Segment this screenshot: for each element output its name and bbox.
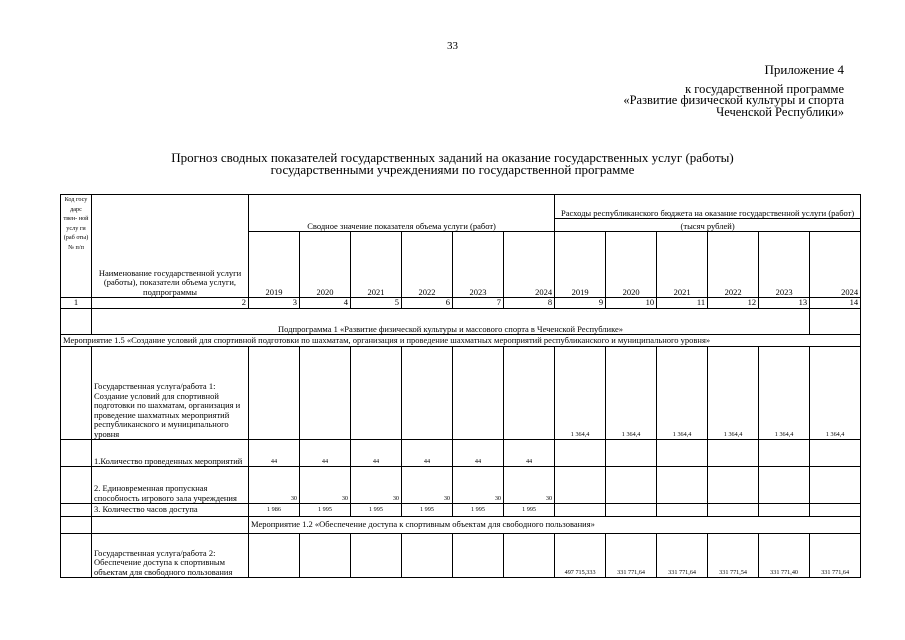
header-year: 2019 (249, 232, 300, 298)
empty-cell (61, 347, 92, 440)
col-number: 5 (351, 298, 402, 309)
empty-cell (402, 534, 453, 578)
empty-cell (759, 440, 810, 467)
expense-value: 497 715,333 (555, 534, 606, 578)
empty-cell (351, 347, 402, 440)
appendix-line: «Развитие физической культуры и спорта (623, 93, 844, 107)
empty-cell (504, 347, 555, 440)
col-number: 10 (606, 298, 657, 309)
empty-cell (61, 504, 92, 517)
empty-cell (708, 440, 759, 467)
header-expense-unit: (тысяч рублей) (555, 219, 861, 232)
indicator-value: 44 (453, 440, 504, 467)
header-year: 2024 (810, 232, 861, 298)
page-number: 33 (447, 40, 458, 52)
expense-value: 331 771,64 (606, 534, 657, 578)
header-expense-group: Расходы республиканского бюджета на оказание государственной услуги (работ) (555, 195, 861, 219)
header-volume-group: Сводное значение показателя объема услуги (работ) (249, 195, 555, 232)
expense-value: 331 771,54 (708, 534, 759, 578)
measure-title: Мероприятие 1.5 «Создание условий для спортивной подготовки по шахматам, организация и проведение шахматных мероприятий республиканского и муниципального уровня» (61, 335, 861, 347)
header-year: 2020 (606, 232, 657, 298)
header-code: Код госу дарс твен- ной услу ги (раб оты) № п/п (61, 195, 92, 298)
empty-cell (351, 534, 402, 578)
document-title-line: Прогноз сводных показателей государственных заданий на оказание государственных услуг (работы) (171, 150, 734, 165)
empty-cell (61, 517, 92, 534)
indicator-value: 44 (300, 440, 351, 467)
appendix-heading: Приложение 4 (764, 62, 844, 77)
empty-cell (708, 504, 759, 517)
col-number: 13 (759, 298, 810, 309)
empty-cell (606, 504, 657, 517)
empty-cell (453, 534, 504, 578)
header-year: 2022 (402, 232, 453, 298)
expense-value: 1 364,4 (708, 347, 759, 440)
header-year: 2019 (555, 232, 606, 298)
col-number: 6 (402, 298, 453, 309)
empty-cell (61, 534, 92, 578)
col-number: 2 (92, 298, 249, 309)
expense-value: 331 771,64 (810, 534, 861, 578)
expense-value: 1 364,4 (606, 347, 657, 440)
empty-cell (61, 467, 92, 504)
indicator-value: 44 (249, 440, 300, 467)
col-number: 12 (708, 298, 759, 309)
indicator-value: 1 995 (300, 504, 351, 517)
empty-cell (555, 504, 606, 517)
indicator-value: 44 (402, 440, 453, 467)
empty-cell (61, 309, 92, 335)
empty-cell (92, 517, 249, 534)
header-year: 2022 (708, 232, 759, 298)
indicator-value: 30 (402, 467, 453, 504)
document-title (0, 152, 905, 176)
empty-cell (300, 534, 351, 578)
expense-value: 1 364,4 (810, 347, 861, 440)
indicator-name: 2. Единовременная пропускная способность игрового зала учреждения (92, 467, 249, 504)
empty-cell (504, 534, 555, 578)
header-year: 2024 (504, 232, 555, 298)
empty-cell (810, 467, 861, 504)
header-year: 2023 (453, 232, 504, 298)
indicator-value: 30 (504, 467, 555, 504)
indicator-value: 44 (504, 440, 555, 467)
indicator-value: 1 986 (249, 504, 300, 517)
empty-cell (759, 504, 810, 517)
header-year: 2021 (351, 232, 402, 298)
document-title-line: государственными учреждениями по государственной программе (270, 162, 635, 177)
empty-cell (300, 347, 351, 440)
empty-cell (606, 467, 657, 504)
col-number: 1 (61, 298, 92, 309)
measure-title: Мероприятие 1.2 «Обеспечение доступа к спортивным объектам для свободного пользования» (249, 517, 861, 534)
indicator-value: 30 (300, 467, 351, 504)
indicator-value: 1 995 (351, 504, 402, 517)
empty-cell (555, 467, 606, 504)
empty-cell (810, 440, 861, 467)
header-year: 2023 (759, 232, 810, 298)
empty-cell (249, 347, 300, 440)
header-name: Наименование государственной услуги (работы), показатели объема услуги, подпрограммы (92, 195, 249, 298)
indicator-name: 3. Количество часов доступа (92, 504, 249, 517)
expense-value: 331 771,64 (657, 534, 708, 578)
col-number: 4 (300, 298, 351, 309)
col-number: 8 (504, 298, 555, 309)
empty-cell (810, 504, 861, 517)
indicator-value: 1 995 (504, 504, 555, 517)
col-number: 3 (249, 298, 300, 309)
indicator-value: 30 (249, 467, 300, 504)
col-number: 11 (657, 298, 708, 309)
empty-cell (708, 467, 759, 504)
service-name: Государственная услуга/работа 1: Создание условий для спортивной подготовки по шахматам, организация и проведение шахматных мероприятий республиканского и муниципального уровня (92, 347, 249, 440)
forecast-table (60, 194, 861, 578)
service-name: Государственная услуга/работа 2: Обеспечение доступа к спортивным объектам для свободного пользования (92, 534, 249, 578)
empty-cell (61, 440, 92, 467)
col-number: 7 (453, 298, 504, 309)
indicator-value: 1 995 (453, 504, 504, 517)
indicator-name: 1.Количество проведенных мероприятий (92, 440, 249, 467)
empty-cell (249, 534, 300, 578)
appendix-line: Чеченской Республики» (716, 104, 844, 119)
empty-cell (606, 440, 657, 467)
subprogram-title: Подпрограмма 1 «Развитие физической культуры и массового спорта в Чеченской Республике» (92, 309, 810, 335)
appendix-line: к государственной программе (685, 81, 844, 96)
appendix-block (623, 64, 844, 118)
empty-cell (402, 347, 453, 440)
indicator-value: 44 (351, 440, 402, 467)
empty-cell (810, 309, 861, 335)
indicator-value: 30 (351, 467, 402, 504)
empty-cell (657, 504, 708, 517)
indicator-value: 30 (453, 467, 504, 504)
expense-value: 1 364,4 (657, 347, 708, 440)
empty-cell (657, 440, 708, 467)
empty-cell (657, 467, 708, 504)
col-number: 14 (810, 298, 861, 309)
col-number: 9 (555, 298, 606, 309)
empty-cell (555, 440, 606, 467)
header-year: 2020 (300, 232, 351, 298)
expense-value: 1 364,4 (555, 347, 606, 440)
expense-value: 1 364,4 (759, 347, 810, 440)
empty-cell (759, 467, 810, 504)
header-year: 2021 (657, 232, 708, 298)
expense-value: 331 771,40 (759, 534, 810, 578)
empty-cell (453, 347, 504, 440)
indicator-value: 1 995 (402, 504, 453, 517)
